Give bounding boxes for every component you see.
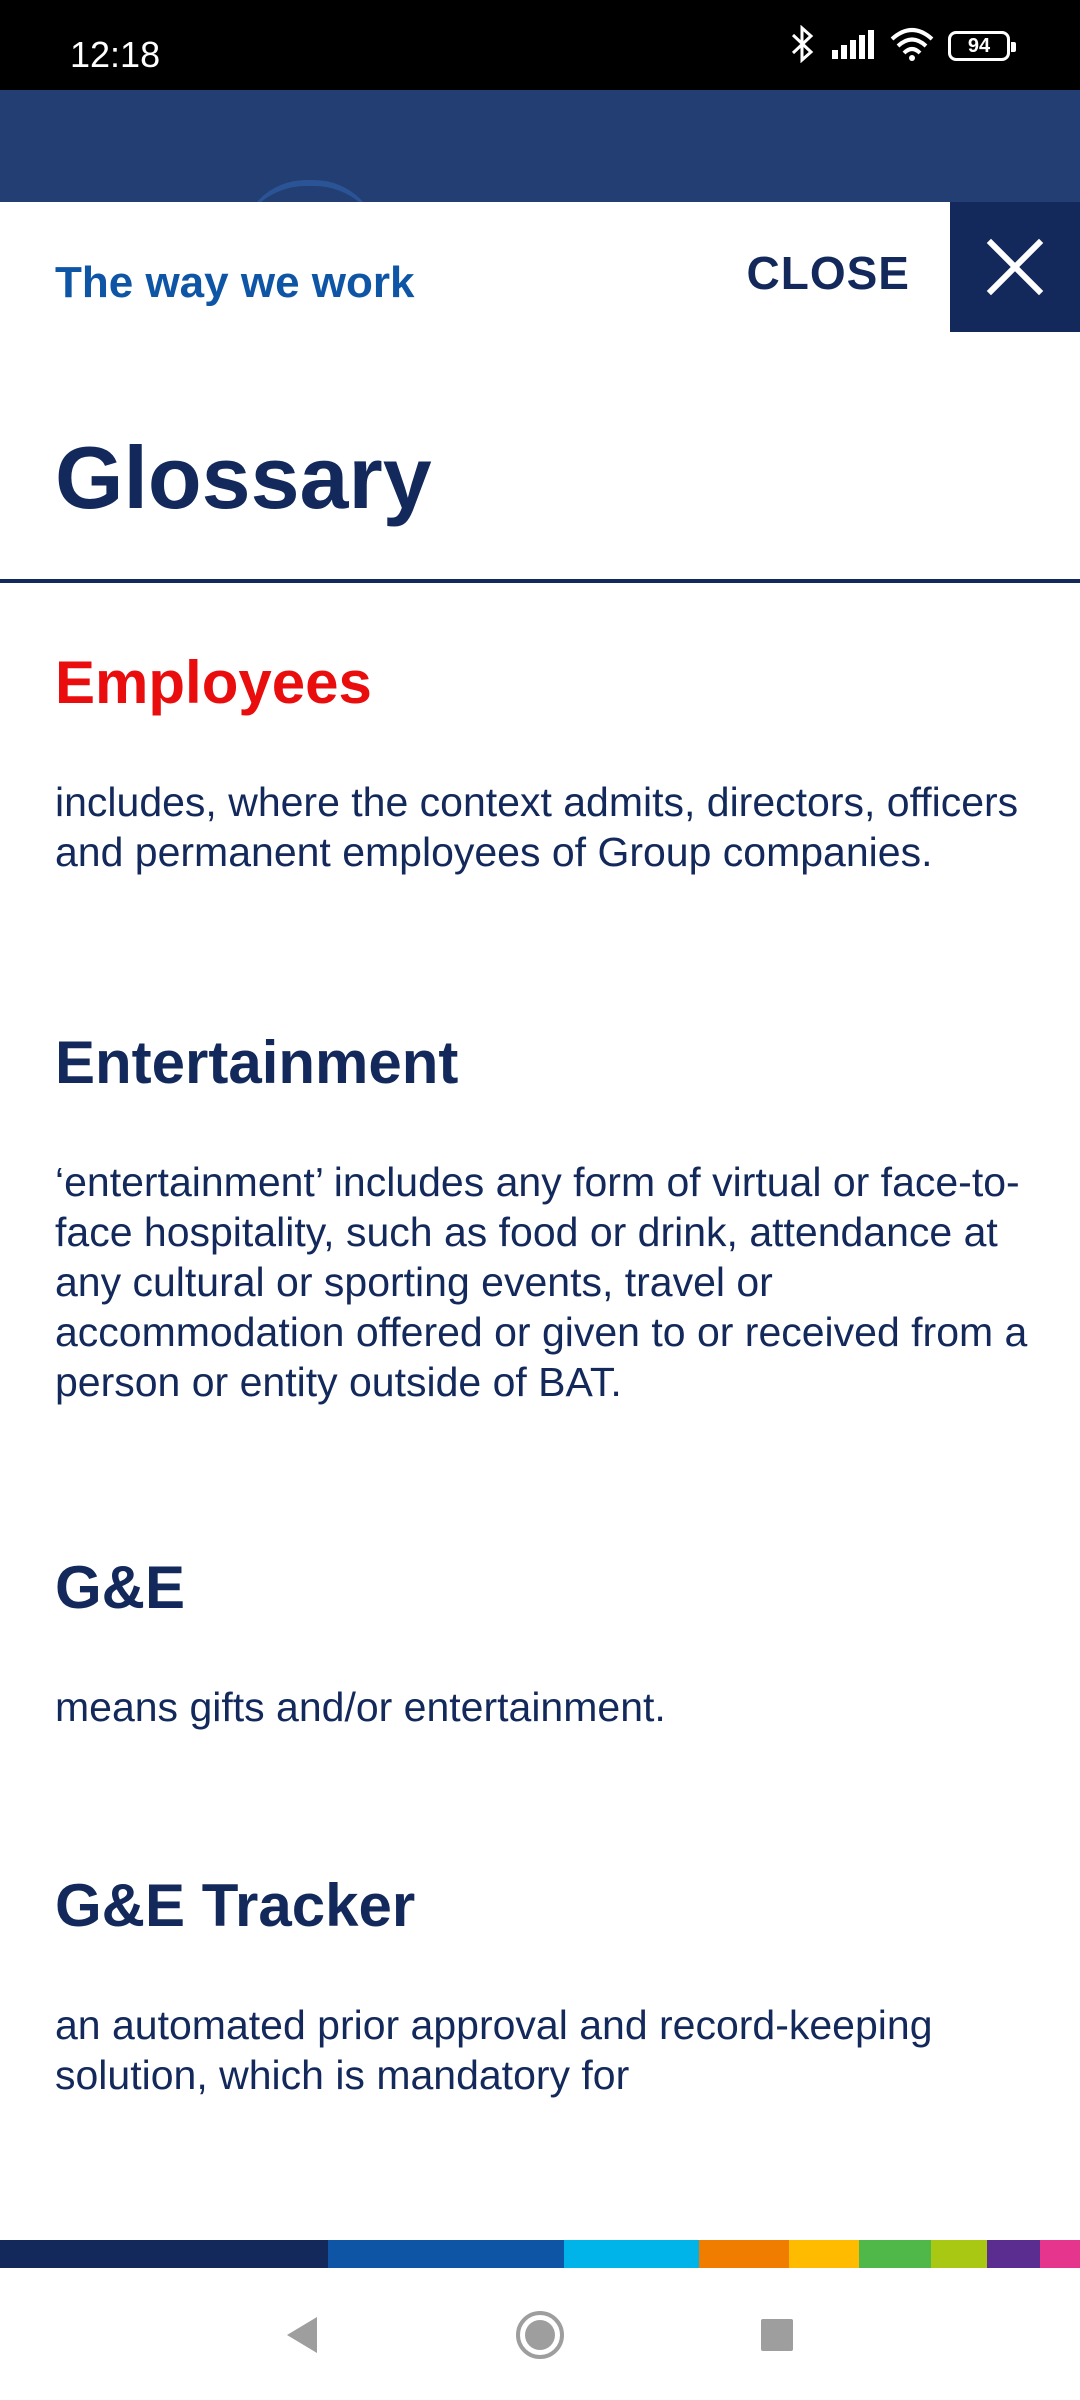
glossary-definition: includes, where the context admits, directors, officers and permanent employees of Group companies. (55, 779, 1019, 875)
recents-icon (759, 2317, 795, 2353)
stripe-segment (789, 2240, 859, 2268)
stripe-segment (859, 2240, 931, 2268)
glossary-entry[interactable] (55, 1870, 1035, 2100)
stripe-segment (1040, 2240, 1080, 2268)
back-button[interactable] (276, 2310, 326, 2360)
close-label[interactable]: CLOSE (746, 247, 910, 299)
stripe-segment (328, 2240, 564, 2268)
stripe-segment (699, 2240, 789, 2268)
wifi-icon (890, 27, 934, 66)
app-header-band (0, 90, 1080, 202)
system-nav-bar (0, 2268, 1080, 2400)
glossary-definition: means gifts and/or entertainment. (55, 1684, 666, 1730)
glossary-entry[interactable] (55, 647, 1035, 877)
battery-icon (948, 31, 1010, 61)
home-button[interactable] (515, 2310, 565, 2360)
battery-level: 94 (967, 34, 991, 57)
brand-color-stripe (0, 2240, 1080, 2268)
glossary-definition: ‘entertainment’ includes any form of virtual or face-to-face hospitality, such as food or drink, attendance at any cultural or sporting events, travel or accommodation offered or given to or received from a person or entity outside of BAT. (55, 1159, 1028, 1405)
glossary-list (55, 647, 1035, 2100)
back-icon (281, 2313, 321, 2357)
glossary-term[interactable]: G&E Tracker (55, 1872, 416, 1939)
status-time: 12:18 (70, 34, 161, 75)
page-title: Glossary (55, 428, 432, 527)
glossary-entry[interactable] (55, 1552, 1035, 1732)
glossary-sheet (0, 202, 1080, 2240)
logo-swoosh-icon (240, 180, 380, 202)
glossary-entry[interactable] (55, 1027, 1035, 1407)
signal-icon (830, 28, 876, 65)
close-button[interactable] (950, 202, 1080, 332)
glossary-term[interactable]: Entertainment (55, 1029, 459, 1096)
stripe-segment (0, 2240, 328, 2268)
section-title: The way we work (55, 258, 415, 307)
glossary-definition: an automated prior approval and record-keeping solution, which is mandatory for (55, 2002, 933, 2098)
sheet-topbar (0, 202, 1080, 332)
stripe-segment (564, 2240, 699, 2268)
glossary-term[interactable]: Employees (55, 649, 372, 716)
status-bar (0, 0, 1080, 90)
glossary-term[interactable]: G&E (55, 1554, 186, 1621)
close-icon (985, 237, 1045, 297)
status-icons (790, 26, 1010, 66)
recents-button[interactable] (752, 2310, 802, 2360)
bluetooth-icon (790, 25, 816, 68)
title-divider (0, 579, 1080, 583)
stripe-segment (931, 2240, 987, 2268)
home-icon (515, 2310, 565, 2360)
stripe-segment (987, 2240, 1040, 2268)
